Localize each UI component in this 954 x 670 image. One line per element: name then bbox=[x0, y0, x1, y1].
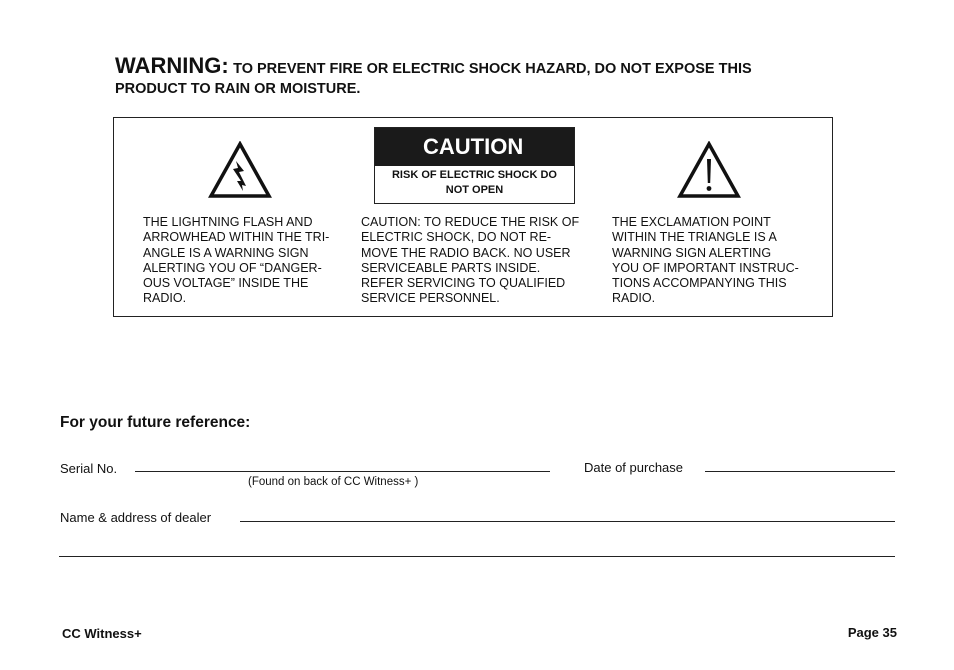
text-line: WITHIN THE TRIANGLE IS A bbox=[612, 230, 777, 245]
exclamation-explanation bbox=[612, 215, 827, 307]
text-line: ANGLE IS A WARNING SIGN bbox=[143, 245, 309, 260]
lightning-explanation bbox=[143, 215, 353, 307]
serial-note: (Found on back of CC Witness+ ) bbox=[248, 476, 419, 488]
text-line: SERVICE PERSONNEL. bbox=[361, 291, 500, 306]
caution-subtitle bbox=[375, 168, 574, 198]
date-of-purchase-line[interactable] bbox=[705, 471, 895, 472]
text-line: ARROWHEAD WITHIN THE TRI- bbox=[143, 230, 330, 245]
text-line: TIONS ACCOMPANYING THIS bbox=[612, 276, 787, 291]
caution-label bbox=[374, 127, 575, 204]
footer-product-name: CC Witness+ bbox=[62, 626, 142, 641]
date-of-purchase-label: Date of purchase bbox=[584, 460, 684, 475]
text-line: REFER SERVICING TO QUALIFIED bbox=[361, 276, 566, 291]
footer-page-number: Page 35 bbox=[847, 625, 897, 640]
text-line: RADIO. bbox=[143, 291, 187, 306]
caution-subtitle-line2: NOT OPEN bbox=[445, 184, 504, 196]
text-line: OUS VOLTAGE” INSIDE THE bbox=[143, 276, 309, 291]
exclamation-triangle-icon bbox=[677, 141, 741, 199]
text-line: MOVE THE RADIO BACK. NO USER bbox=[361, 245, 571, 260]
caution-subtitle-line1: RISK OF ELECTRIC SHOCK DO bbox=[391, 169, 557, 181]
caution-title: CAUTION bbox=[375, 128, 574, 166]
reference-title: For your future reference: bbox=[60, 414, 251, 431]
lightning-triangle-icon bbox=[208, 141, 272, 199]
text-line: ALERTING YOU OF “DANGER- bbox=[143, 260, 322, 275]
dealer-line[interactable] bbox=[240, 521, 895, 522]
serial-number-line[interactable] bbox=[135, 471, 550, 472]
text-line: YOU OF IMPORTANT INSTRUC- bbox=[612, 260, 799, 275]
caution-explanation bbox=[361, 215, 601, 307]
text-line: ELECTRIC SHOCK, DO NOT RE- bbox=[361, 230, 552, 245]
text-line: RADIO. bbox=[612, 291, 656, 306]
text-line: WARNING SIGN ALERTING bbox=[612, 245, 772, 260]
warning-label: WARNING: bbox=[115, 53, 229, 78]
serial-label: Serial No. bbox=[60, 461, 118, 476]
warning-text-line2: PRODUCT TO RAIN OR MOISTURE. bbox=[115, 81, 361, 97]
text-line: THE EXCLAMATION POINT bbox=[612, 215, 771, 229]
dealer-label: Name & address of dealer bbox=[60, 510, 212, 525]
text-line: CAUTION: TO REDUCE THE RISK OF bbox=[361, 215, 580, 229]
warning-text-line1: TO PREVENT FIRE OR ELECTRIC SHOCK HAZARD, DO NOT EXPOSE THIS bbox=[233, 61, 752, 77]
text-line: THE LIGHTNING FLASH AND bbox=[143, 215, 313, 229]
dealer-address-line[interactable] bbox=[59, 556, 895, 557]
text-line: SERVICEABLE PARTS INSIDE. bbox=[361, 260, 541, 275]
warning-header bbox=[115, 53, 855, 99]
